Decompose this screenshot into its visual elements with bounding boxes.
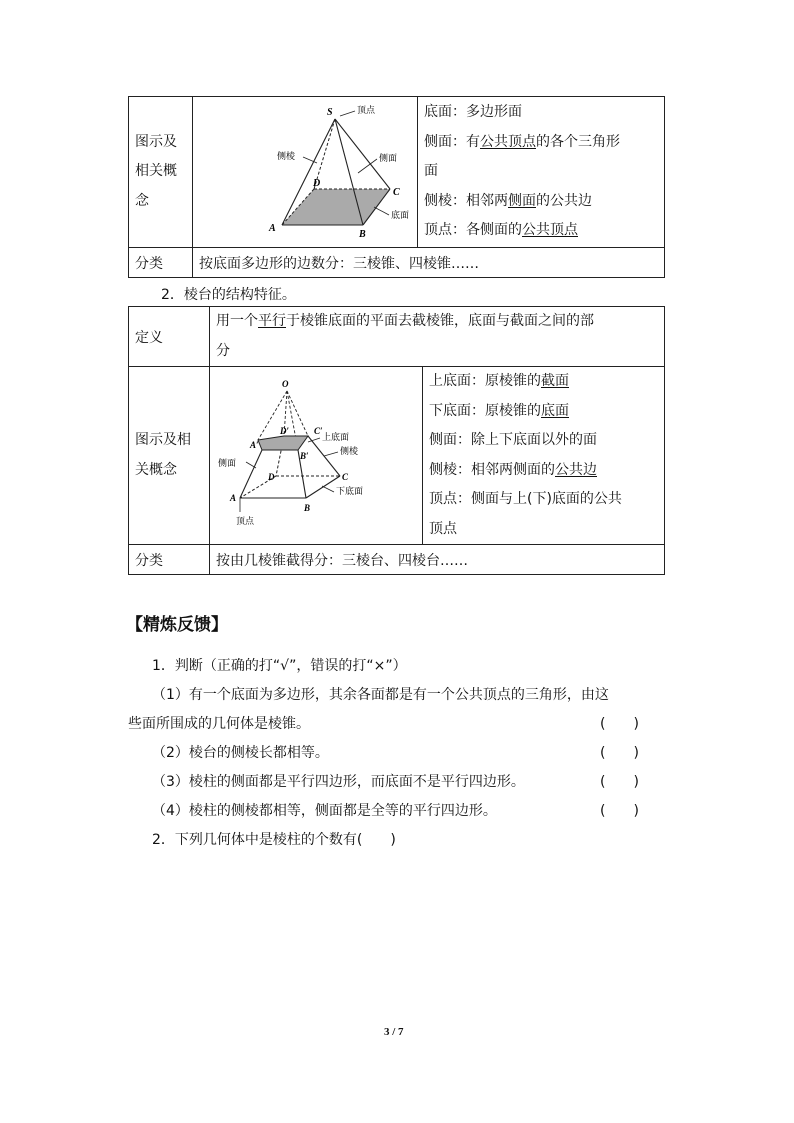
text-span: 的各个三角形 xyxy=(536,133,620,150)
figure-label-base: 底面 xyxy=(391,211,410,221)
frustum-class-label: 分类 xyxy=(129,545,210,575)
frustum-figure-cell xyxy=(210,367,423,545)
text-span: 侧棱：相邻两侧面的 xyxy=(429,461,555,478)
pyramid-base-face xyxy=(282,189,390,225)
vertex-label-b: B xyxy=(304,502,311,513)
concept-upper xyxy=(429,367,658,397)
concept-edge xyxy=(429,456,658,486)
underlined-answer: 公共边 xyxy=(555,461,597,478)
frustum-figure xyxy=(210,368,422,540)
answer-blank[interactable]: ( ) xyxy=(600,774,639,790)
vertex-label-b: B xyxy=(359,229,366,240)
vertex-label-d1: D′ xyxy=(280,425,290,436)
question-1-1-line1: （1）有一个底面为多边形，其余各面都是有一个公共顶点的三角形，由这 xyxy=(152,687,609,703)
figure-label-apex: 顶点 xyxy=(236,516,255,527)
underlined-answer: 平行 xyxy=(258,313,286,329)
concept-apex xyxy=(424,216,658,246)
underlined-answer: 公共顶点 xyxy=(480,133,536,150)
text-span: 用一个 xyxy=(216,313,258,329)
text-span: 顶点：各侧面的 xyxy=(424,222,522,239)
concept-base: 底面：多边形面 xyxy=(424,104,522,121)
frustum-concept-label-line: 关概念 xyxy=(135,461,177,478)
concept-lateral xyxy=(424,128,658,158)
vertex-label-a: A xyxy=(230,492,237,503)
question-1-title: 1．判断（正确的打“√”，错误的打“×”） xyxy=(152,658,407,674)
frustum-edge xyxy=(240,450,262,498)
vertex-label-o: O xyxy=(282,378,289,389)
frustum-def-wrap: 分 xyxy=(216,342,230,359)
page-number: 3 / 7 xyxy=(384,1026,404,1038)
figure-label-face: 侧面 xyxy=(218,458,237,469)
figure-label-edge: 侧棱 xyxy=(277,152,296,162)
text-span: 的公共边 xyxy=(536,192,592,209)
vertex-label-a1: A′ xyxy=(250,439,259,450)
pyramid-concept-label-line: 图示及 xyxy=(135,133,177,150)
vertex-label-a: A xyxy=(269,223,276,234)
concept-lower xyxy=(429,397,658,427)
question-1-2: （2）棱台的侧棱长都相等。 xyxy=(152,745,329,761)
pyramid-table xyxy=(128,96,665,278)
concept-edge xyxy=(424,187,658,217)
underlined-answer: 底面 xyxy=(541,402,569,419)
figure-label-apex: 顶点 xyxy=(357,106,376,116)
pyramid-concept-label-line: 相关概 xyxy=(135,163,177,180)
frustum-concepts-cell xyxy=(423,367,665,545)
text-span: 侧棱：相邻两 xyxy=(424,192,508,209)
frustum-apex-line xyxy=(287,391,308,436)
figure-label-edge: 侧棱 xyxy=(340,446,359,457)
leader-line xyxy=(322,486,334,492)
text-span: 上底面：原棱锥的 xyxy=(429,373,541,389)
question-1-1-line2: 些面所围成的几何体是棱锥。 xyxy=(128,716,310,732)
frustum-edge xyxy=(306,476,340,498)
frustum-def-line xyxy=(216,307,658,337)
vertex-label-d: D xyxy=(268,471,275,482)
pyramid-concepts-cell xyxy=(418,97,665,248)
pyramid-class-label: 分类 xyxy=(129,248,193,278)
concept-apex-wrap: 顶点 xyxy=(429,520,457,537)
frustum-upper-face xyxy=(258,436,308,450)
leader-line xyxy=(246,462,256,468)
figure-label-upper: 上底面 xyxy=(322,432,350,443)
leader-line xyxy=(340,111,355,116)
concept-lateral: 侧面：除上下底面以外的面 xyxy=(429,432,597,448)
frustum-table xyxy=(128,306,665,575)
leader-line xyxy=(374,207,389,215)
vertex-label-d: D xyxy=(313,178,321,189)
answer-blank[interactable]: ( ) xyxy=(600,803,639,819)
pyramid-concept-label-cell xyxy=(129,97,193,248)
vertex-label-s: S xyxy=(327,107,333,118)
underlined-answer: 侧面 xyxy=(508,192,536,209)
vertex-label-c: C xyxy=(393,187,400,198)
text-span: 侧面：有 xyxy=(424,133,480,150)
question-1-4: （4）棱柱的侧棱都相等，侧面都是全等的平行四边形。 xyxy=(152,803,497,819)
frustum-class-text: 按由几棱锥截得分：三棱台、四棱台…… xyxy=(210,545,665,575)
concept-apex: 顶点：侧面与上(下)底面的公共 xyxy=(429,491,622,507)
answer-blank[interactable]: ( ) xyxy=(600,745,639,761)
frustum-def-label: 定义 xyxy=(129,307,210,367)
question-2: 2．下列几何体中是棱柱的个数有( ) xyxy=(152,832,396,848)
frustum-concept-label-cell xyxy=(129,367,210,545)
text-span: 于棱锥底面的平面去截棱锥，底面与截面之间的部 xyxy=(286,313,594,329)
frustum-concept-label-line: 图示及相 xyxy=(135,432,191,448)
pyramid-concept-label-line: 念 xyxy=(135,192,149,209)
vertex-label-c: C xyxy=(342,471,349,482)
concept-lateral-wrap: 面 xyxy=(424,163,438,180)
figure-label-lower: 下底面 xyxy=(336,486,364,497)
pyramid-figure xyxy=(193,97,417,243)
vertex-label-c1: C′ xyxy=(314,425,323,436)
leader-line xyxy=(324,452,338,456)
underlined-answer: 公共顶点 xyxy=(522,222,578,239)
text-span: 下底面：原棱锥的 xyxy=(429,402,541,419)
vertex-label-b1: B′ xyxy=(300,450,309,461)
underlined-answer: 截面 xyxy=(541,373,569,389)
pyramid-class-text: 按底面多边形的边数分：三棱锥、四棱锥…… xyxy=(193,248,665,278)
section-title: 【精炼反馈】 xyxy=(126,615,228,635)
pyramid-figure-cell xyxy=(193,97,418,248)
answer-blank[interactable]: ( ) xyxy=(600,716,639,732)
frustum-def-cell xyxy=(210,307,665,367)
question-1-3: （3）棱柱的侧面都是平行四边形，而底面不是平行四边形。 xyxy=(152,774,525,790)
figure-label-face: 侧面 xyxy=(379,154,398,164)
frustum-heading: 2．棱台的结构特征。 xyxy=(161,287,296,303)
